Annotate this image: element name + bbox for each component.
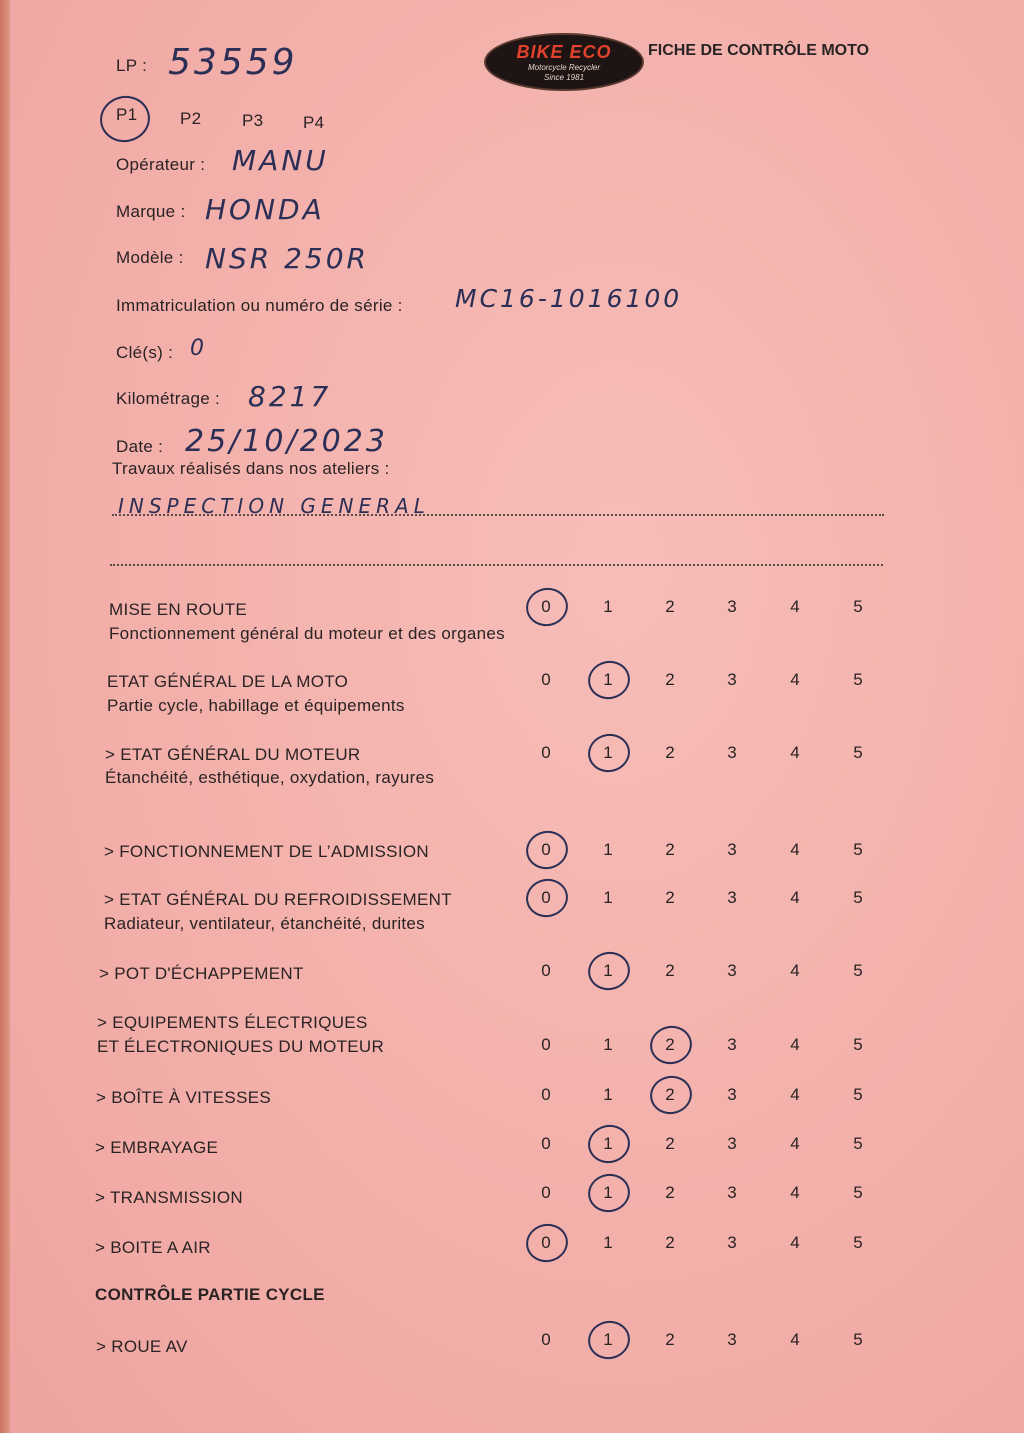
immat-value: MC16-1016100 <box>455 284 683 313</box>
check-title: CONTRÔLE PARTIE CYCLE <box>95 1285 325 1304</box>
score-option: 3 <box>727 1085 737 1104</box>
cles-label: Clé(s) : <box>116 343 174 362</box>
score-option: 3 <box>727 1183 737 1202</box>
bike-eco-logo <box>484 33 644 91</box>
score-option: 1 <box>603 1330 613 1349</box>
score-option: 4 <box>790 1134 800 1153</box>
score-option: 2 <box>665 840 675 859</box>
score-option: 4 <box>790 670 800 689</box>
score-option: 4 <box>790 1233 800 1252</box>
score-option: 0 <box>541 961 551 980</box>
travaux-value: INSPECTION GENERAL <box>118 494 430 518</box>
score-option: 1 <box>603 1233 613 1252</box>
check-title: > ROUE AV <box>96 1337 188 1356</box>
score-option: 1 <box>603 1035 613 1054</box>
score-option: 2 <box>665 597 675 616</box>
score-option: 5 <box>853 1085 863 1104</box>
score-option: 3 <box>727 670 737 689</box>
score-option: 3 <box>727 1035 737 1054</box>
logo-brand: BIKE ECO <box>516 41 612 62</box>
score-option: 1 <box>603 1183 613 1202</box>
operateur-value: MANU <box>232 144 329 177</box>
score-option: 1 <box>603 1134 613 1153</box>
check-title: > BOITE A AIR <box>95 1238 211 1257</box>
travaux-line-2 <box>110 564 883 566</box>
score-option: 1 <box>603 743 613 762</box>
score-option: 2 <box>665 1035 675 1054</box>
score-option: 1 <box>603 840 613 859</box>
check-title: > TRANSMISSION <box>95 1188 243 1207</box>
page-edge <box>0 0 10 1433</box>
date-value: 25/10/2023 <box>185 424 388 459</box>
score-option: 2 <box>665 888 675 907</box>
check-subtitle: ET ÉLECTRONIQUES DU MOTEUR <box>97 1037 385 1056</box>
check-subtitle: Fonctionnement général du moteur et des organes <box>109 624 505 643</box>
score-option: 5 <box>853 1233 863 1252</box>
score-option: 2 <box>665 1233 675 1252</box>
score-option: 5 <box>853 1134 863 1153</box>
score-option: 1 <box>603 597 613 616</box>
score-option: 3 <box>727 1233 737 1252</box>
check-subtitle: Partie cycle, habillage et équipements <box>107 696 405 715</box>
travaux-label: Travaux réalisés dans nos ateliers : <box>112 459 390 478</box>
score-option: 3 <box>727 743 737 762</box>
check-title: > BOÎTE À VITESSES <box>96 1088 271 1107</box>
score-option: 5 <box>853 961 863 980</box>
score-option: 4 <box>790 1330 800 1349</box>
immat-label: Immatriculation ou numéro de série : <box>116 296 403 315</box>
score-option: 1 <box>603 1085 613 1104</box>
score-option: 5 <box>853 1035 863 1054</box>
score-option: 4 <box>790 743 800 762</box>
score-option: 1 <box>603 670 613 689</box>
score-option: 5 <box>853 670 863 689</box>
logo-since: Since 1981 <box>543 72 585 82</box>
score-option: 4 <box>790 597 800 616</box>
score-option: 4 <box>790 1183 800 1202</box>
score-option: 0 <box>541 1134 551 1153</box>
score-option: 0 <box>541 888 551 907</box>
modele-label: Modèle : <box>116 248 184 267</box>
score-option: 2 <box>665 1330 675 1349</box>
check-subtitle: Étanchéité, esthétique, oxydation, rayures <box>105 768 435 787</box>
logo-tagline: Motorcycle Recycler <box>527 62 600 72</box>
check-title: > ETAT GÉNÉRAL DU REFROIDISSEMENT <box>104 890 452 909</box>
cles-value: 0 <box>190 336 207 361</box>
score-option: 5 <box>853 840 863 859</box>
check-title: > POT D'ÉCHAPPEMENT <box>99 964 304 983</box>
score-option: 5 <box>853 743 863 762</box>
score-option: 4 <box>790 840 800 859</box>
lp-label: LP : <box>116 56 148 75</box>
score-option: 5 <box>853 1183 863 1202</box>
score-option: 2 <box>665 743 675 762</box>
score-option: 1 <box>603 961 613 980</box>
score-option: 3 <box>727 961 737 980</box>
score-option: 3 <box>727 1134 737 1153</box>
km-label: Kilométrage : <box>116 389 221 408</box>
score-option: 0 <box>541 1085 551 1104</box>
score-option: 0 <box>541 1183 551 1202</box>
lp-value: 53559 <box>168 42 298 83</box>
position-p3: P3 <box>242 111 264 130</box>
check-title: MISE EN ROUTE <box>109 600 248 619</box>
score-option: 5 <box>853 888 863 907</box>
check-title: ETAT GÉNÉRAL DE LA MOTO <box>107 672 349 691</box>
check-title: > FONCTIONNEMENT DE L’ADMISSION <box>104 842 429 861</box>
check-title: > ETAT GÉNÉRAL DU MOTEUR <box>105 745 361 764</box>
score-option: 2 <box>665 670 675 689</box>
modele-value: NSR 250R <box>205 242 369 275</box>
marque-label: Marque : <box>116 202 186 221</box>
check-subtitle: Radiateur, ventilateur, étanchéité, durites <box>104 914 425 933</box>
score-option: 3 <box>727 888 737 907</box>
score-option: 0 <box>541 1035 551 1054</box>
score-option: 0 <box>541 840 551 859</box>
score-option: 0 <box>541 1330 551 1349</box>
score-option: 2 <box>665 1183 675 1202</box>
operateur-label: Opérateur : <box>116 155 206 174</box>
page-title: FICHE DE CONTRÔLE MOTO <box>648 42 870 59</box>
score-option: 3 <box>727 1330 737 1349</box>
score-option: 4 <box>790 888 800 907</box>
travaux-line-1 <box>112 514 884 516</box>
score-option: 3 <box>727 840 737 859</box>
marque-value: HONDA <box>205 193 325 226</box>
score-option: 0 <box>541 1233 551 1252</box>
date-label: Date : <box>116 437 164 456</box>
check-title: > EMBRAYAGE <box>95 1138 219 1157</box>
score-option: 2 <box>665 1134 675 1153</box>
score-option: 2 <box>665 1085 675 1104</box>
position-p4: P4 <box>303 113 325 132</box>
position-p2: P2 <box>180 109 202 128</box>
km-value: 8217 <box>248 380 332 413</box>
score-option: 2 <box>665 961 675 980</box>
position-p1: P1 <box>116 105 138 124</box>
score-option: 0 <box>541 743 551 762</box>
score-option: 3 <box>727 597 737 616</box>
score-option: 0 <box>541 670 551 689</box>
score-option: 1 <box>603 888 613 907</box>
score-option: 4 <box>790 961 800 980</box>
score-option: 5 <box>853 597 863 616</box>
score-option: 4 <box>790 1085 800 1104</box>
score-option: 0 <box>541 597 551 616</box>
check-title: > EQUIPEMENTS ÉLECTRIQUES <box>97 1013 368 1032</box>
score-option: 5 <box>853 1330 863 1349</box>
score-option: 4 <box>790 1035 800 1054</box>
